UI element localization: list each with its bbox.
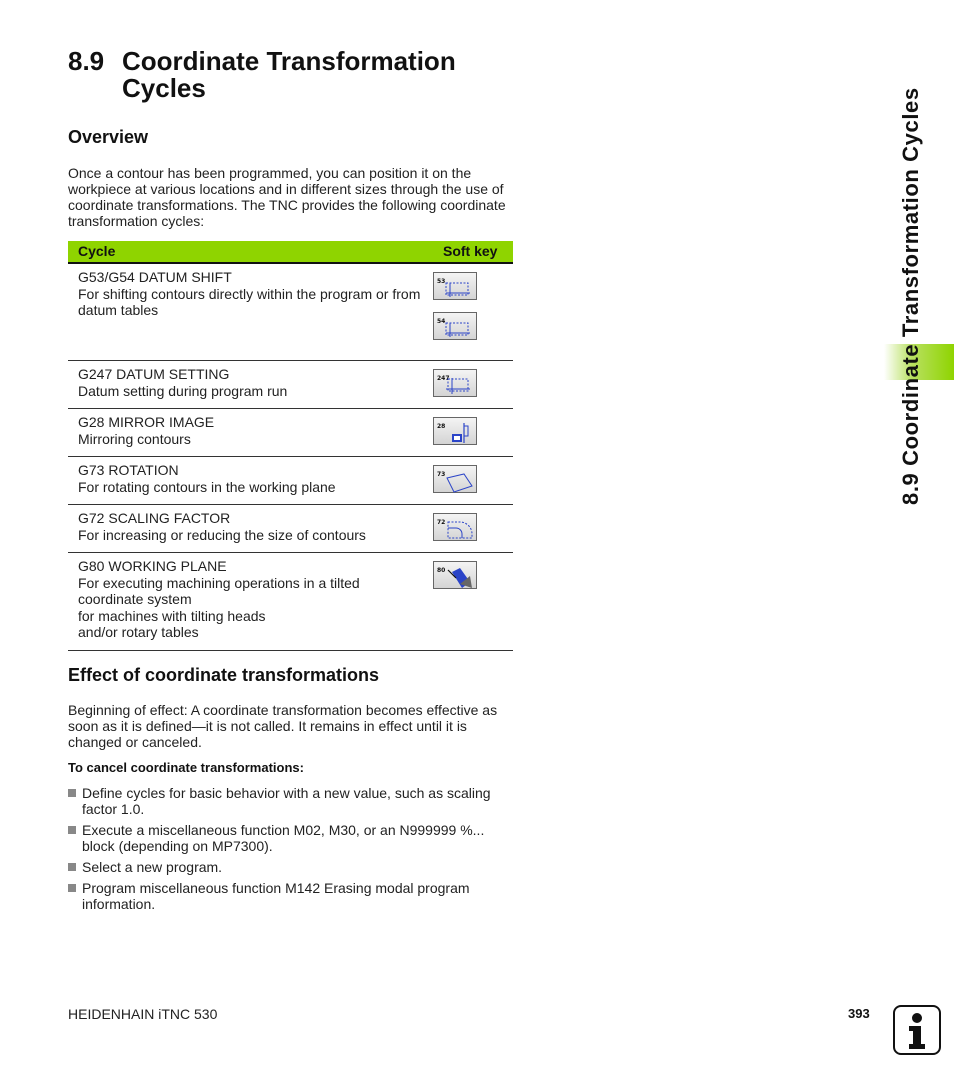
softkey-label: 73: [437, 471, 446, 478]
list-item: Program miscellaneous function M142 Erasing modal program information.: [68, 880, 513, 912]
cycle-title: G72 SCALING FACTOR: [78, 510, 231, 526]
effect-text: Beginning of effect: A coordinate transformation becomes effective as soon as it is defined—it is not called. It remains in effect until it is changed or canceled.: [68, 702, 498, 750]
section-title-text: Coordinate Transformation Cycles: [122, 46, 456, 103]
cycle-desc: Datum setting during program run: [78, 382, 288, 399]
overview-intro: Once a contour has been programmed, you can position it on the workpiece at various locations and in different sizes through the use of coordinate transformations. The TNC provides the following coordinate transformation cycles:: [68, 165, 506, 229]
softkey-label: 54: [437, 318, 446, 325]
cycle-desc: Mirroring contours: [78, 430, 191, 447]
working-plane-icon: [434, 562, 478, 590]
cycle-table: [68, 241, 513, 651]
bullet-square-icon: [68, 884, 76, 892]
table-row: [68, 505, 513, 553]
rotation-icon: [434, 466, 478, 494]
softkey-label: 28: [437, 423, 446, 430]
cycle-desc: For rotating contours in the working plane: [78, 478, 336, 495]
table-row: [68, 263, 513, 361]
col-cycle: Cycle: [68, 241, 433, 263]
cycle-title: G80 WORKING PLANE: [78, 558, 227, 574]
bullet-square-icon: [68, 826, 76, 834]
section-title: [68, 48, 508, 102]
cancel-heading: To cancel coordinate transformations:: [68, 760, 304, 775]
mirror-image-icon: [434, 418, 478, 446]
cycle-title: G53/G54 DATUM SHIFT: [78, 269, 232, 285]
cycle-title: G28 MIRROR IMAGE: [78, 414, 215, 430]
cycle-title: G73 ROTATION: [78, 462, 179, 478]
softkey-label: 247: [437, 375, 450, 382]
cancel-list: [68, 785, 513, 917]
softkey-scaling-factor[interactable]: [433, 513, 477, 541]
bullet-square-icon: [68, 789, 76, 797]
softkey-label: 72: [437, 519, 446, 526]
page-number: 393: [848, 1006, 870, 1021]
cycle-table-header: [68, 241, 513, 263]
list-item: Define cycles for basic behavior with a new value, such as scaling factor 1.0.: [68, 785, 513, 817]
table-row: [68, 409, 513, 457]
overview-heading: Overview: [68, 127, 149, 147]
softkey-datum-shift-54[interactable]: [433, 312, 477, 340]
softkey-datum-setting[interactable]: [433, 369, 477, 397]
side-running-title: 8.9 Coordinate Transformation Cycles: [898, 87, 923, 505]
list-item: Execute a miscellaneous function M02, M30, or an N999999 %... block (depending on MP7300).: [68, 822, 513, 854]
datum-setting-icon: [434, 370, 478, 398]
table-row: [68, 361, 513, 409]
softkey-mirror-image[interactable]: [433, 417, 477, 445]
info-glyph: [895, 1007, 939, 1053]
cycle-title: G247 DATUM SETTING: [78, 366, 230, 382]
datum-shift-icon: [434, 273, 478, 301]
bullet-square-icon: [68, 863, 76, 871]
table-row: [68, 457, 513, 505]
list-item: Select a new program.: [68, 859, 513, 875]
softkey-label: 80: [437, 567, 446, 574]
table-row: [68, 553, 513, 651]
col-softkey: Soft key: [433, 241, 513, 263]
cycle-desc: For shifting contours directly within the program or from datum tables: [78, 285, 421, 318]
cycle-desc: For increasing or reducing the size of contours: [78, 526, 366, 543]
cycle-desc: For executing machining operations in a tilted coordinate system for machines with tilting heads and/or rotary tables: [78, 574, 360, 640]
softkey-working-plane[interactable]: [433, 561, 477, 589]
softkey-label: 53: [437, 278, 446, 285]
softkey-datum-shift-53[interactable]: [433, 272, 477, 300]
footer-product: HEIDENHAIN iTNC 530: [68, 1006, 218, 1022]
effect-heading: Effect of coordinate transformations: [68, 665, 380, 685]
datum-table-icon: [434, 313, 478, 341]
section-number: 8.9: [68, 46, 105, 76]
info-icon: [893, 1005, 941, 1055]
softkey-rotation[interactable]: [433, 465, 477, 493]
scaling-factor-icon: [434, 514, 478, 542]
